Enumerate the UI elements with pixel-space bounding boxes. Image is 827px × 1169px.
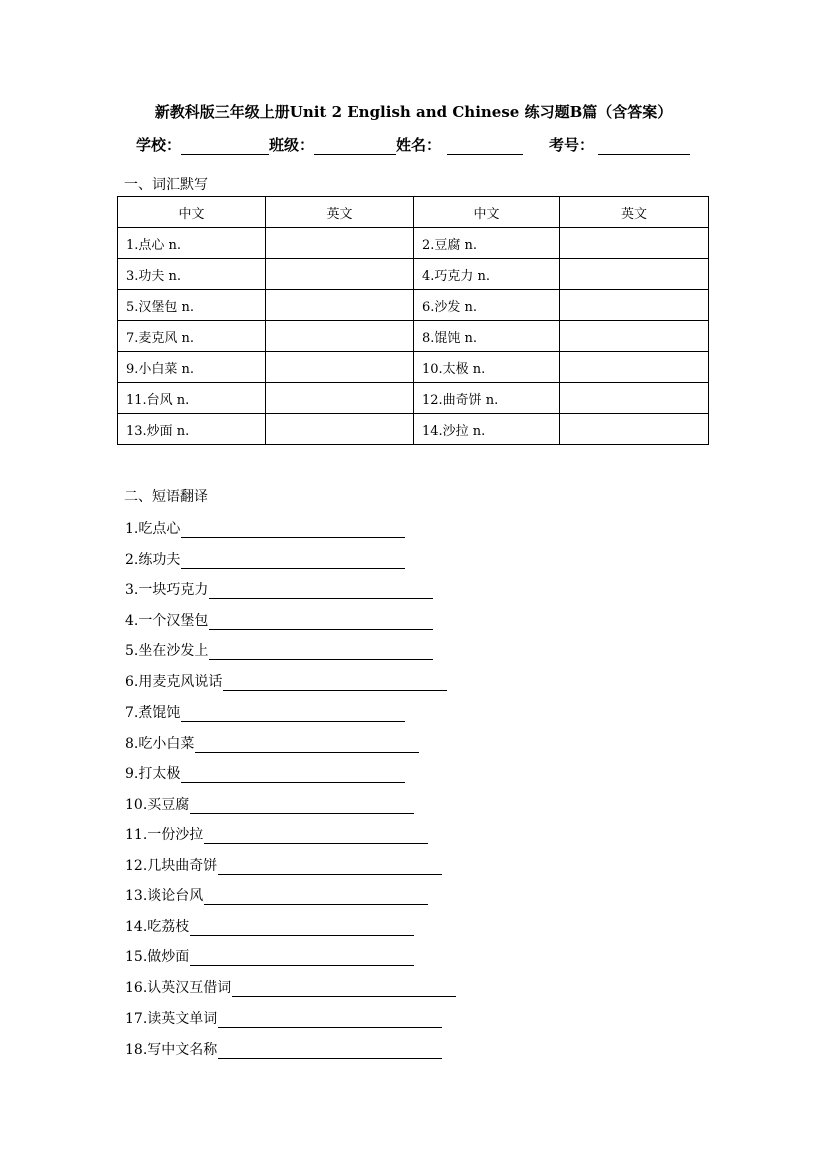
vocab-answer-cell[interactable]: [560, 290, 709, 321]
vocab-answer-cell[interactable]: [266, 321, 414, 352]
answer-line[interactable]: [181, 521, 405, 538]
table-row: [118, 383, 709, 414]
vocab-header-row: [118, 197, 709, 228]
answer-line[interactable]: [209, 582, 433, 599]
list-item: 10.买豆腐: [125, 794, 414, 814]
vocab-answer-cell[interactable]: [560, 321, 709, 352]
table-row: [118, 321, 709, 352]
table-row: [118, 259, 709, 290]
section-phrase-heading: 二、短语翻译: [124, 489, 208, 505]
vocab-answer-cell[interactable]: [266, 414, 414, 445]
answer-line[interactable]: [204, 827, 428, 844]
vocab-chinese-cell: 12.曲奇饼 n.: [414, 383, 560, 414]
answer-line[interactable]: [232, 980, 456, 997]
vocab-answer-cell[interactable]: [266, 352, 414, 383]
section-vocab-heading: 一、词汇默写: [124, 177, 208, 193]
exam-number-label: 考号：: [549, 136, 595, 154]
answer-line[interactable]: [181, 705, 405, 722]
answer-line[interactable]: [195, 736, 419, 753]
list-item: 6.用麦克风说话: [125, 671, 447, 691]
name-field[interactable]: [447, 137, 523, 155]
vocab-answer-cell[interactable]: [560, 228, 709, 259]
list-item: 11.一份沙拉: [125, 824, 428, 844]
vocab-chinese-cell: 8.馄饨 n.: [414, 321, 560, 352]
vocab-chinese-cell: 9.小白菜 n.: [118, 352, 266, 383]
answer-line[interactable]: [190, 919, 414, 936]
list-item: 14.吃荔枝: [125, 916, 414, 936]
list-item: 17.读英文单词: [125, 1008, 442, 1028]
list-item: 4.一个汉堡包: [125, 610, 433, 630]
vocab-chinese-cell: 13.炒面 n.: [118, 414, 266, 445]
header-english: 英文: [560, 197, 709, 228]
name-label: 姓名：: [396, 136, 442, 154]
vocab-chinese-cell: 1.点心 n.: [118, 228, 266, 259]
student-info-row: [136, 134, 690, 155]
vocab-answer-cell[interactable]: [266, 290, 414, 321]
vocab-chinese-cell: 10.太极 n.: [414, 352, 560, 383]
list-item: 5.坐在沙发上: [125, 640, 433, 660]
answer-line[interactable]: [181, 766, 405, 783]
list-item: 13.谈论台风: [125, 885, 428, 905]
class-label: 班级：: [269, 136, 315, 154]
exam-number-field[interactable]: [598, 137, 690, 155]
vocab-answer-cell[interactable]: [560, 414, 709, 445]
answer-line[interactable]: [218, 858, 442, 875]
list-item: 3.一块巧克力: [125, 579, 433, 599]
answer-line[interactable]: [190, 797, 414, 814]
vocab-chinese-cell: 6.沙发 n.: [414, 290, 560, 321]
list-item: 12.几块曲奇饼: [125, 855, 442, 875]
vocab-chinese-cell: 5.汉堡包 n.: [118, 290, 266, 321]
class-field[interactable]: [314, 137, 396, 155]
vocab-answer-cell[interactable]: [266, 383, 414, 414]
list-item: 18.写中文名称: [125, 1039, 442, 1059]
document-title: 新教科版三年级上册Unit 2 English and Chinese 练习题B篇（含答案）: [154, 103, 673, 121]
vocab-chinese-cell: 3.功夫 n.: [118, 259, 266, 290]
vocab-chinese-cell: 7.麦克风 n.: [118, 321, 266, 352]
header-english: 英文: [266, 197, 414, 228]
table-row: [118, 352, 709, 383]
list-item: 15.做炒面: [125, 946, 414, 966]
list-item: 1.吃点心: [125, 518, 405, 538]
vocab-answer-cell[interactable]: [560, 352, 709, 383]
vocab-chinese-cell: 2.豆腐 n.: [414, 228, 560, 259]
header-chinese: 中文: [414, 197, 560, 228]
vocab-chinese-cell: 11.台风 n.: [118, 383, 266, 414]
table-row: [118, 290, 709, 321]
table-row: [118, 414, 709, 445]
vocab-answer-cell[interactable]: [266, 228, 414, 259]
list-item: 16.认英汉互借词: [125, 977, 456, 997]
vocab-chinese-cell: 4.巧克力 n.: [414, 259, 560, 290]
list-item: 8.吃小白菜: [125, 733, 419, 753]
vocab-answer-cell[interactable]: [266, 259, 414, 290]
header-chinese: 中文: [118, 197, 266, 228]
vocab-chinese-cell: 14.沙拉 n.: [414, 414, 560, 445]
vocab-table: [117, 196, 709, 445]
table-row: [118, 228, 709, 259]
answer-line[interactable]: [181, 552, 405, 569]
answer-line[interactable]: [218, 1042, 442, 1059]
answer-line[interactable]: [190, 949, 414, 966]
vocab-answer-cell[interactable]: [560, 383, 709, 414]
list-item: 9.打太极: [125, 763, 405, 783]
school-field[interactable]: [181, 137, 269, 155]
school-label: 学校：: [136, 136, 182, 154]
answer-line[interactable]: [204, 888, 428, 905]
answer-line[interactable]: [209, 643, 433, 660]
answer-line[interactable]: [223, 674, 447, 691]
answer-line[interactable]: [218, 1011, 442, 1028]
list-item: 2.练功夫: [125, 549, 405, 569]
vocab-answer-cell[interactable]: [560, 259, 709, 290]
answer-line[interactable]: [209, 613, 433, 630]
list-item: 7.煮馄饨: [125, 702, 405, 722]
